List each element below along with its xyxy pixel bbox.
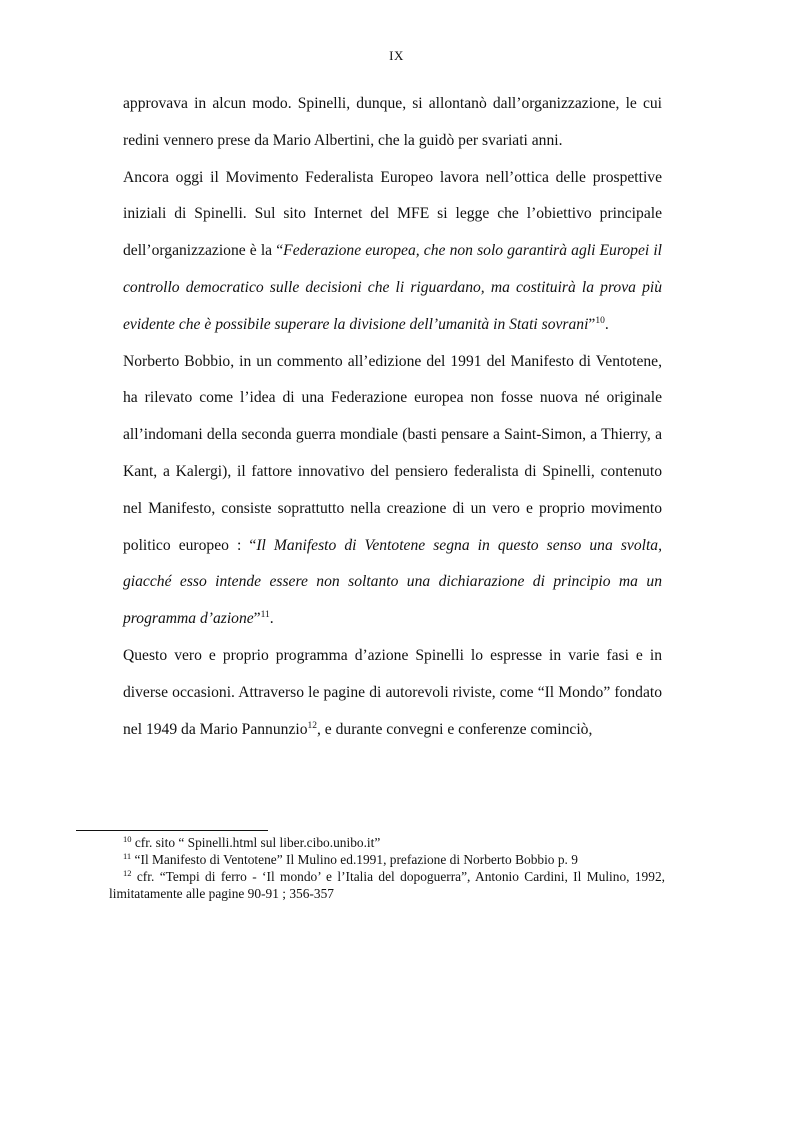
footnotes (109, 834, 665, 902)
footnote-separator (76, 830, 268, 831)
paragraph-text: . (604, 315, 609, 333)
footnote-reference-12: 12 (307, 720, 317, 731)
footnote-mark: 12 (123, 868, 132, 878)
footnote-text: cfr. sito “ Spinelli.html sul liber.cibo.unibo.it” (131, 835, 381, 850)
footnote-reference-11: 11 (260, 610, 270, 621)
paragraph-continuation (123, 86, 662, 160)
paragraph-mfe (123, 160, 662, 344)
footnote-reference-10: 10 (595, 315, 605, 326)
body-text (123, 86, 662, 748)
paragraph-text: Norberto Bobbio, in un commento all’edizione del 1991 del Manifesto di Ventotene, ha rilevato come l’idea di una Federazione europea non fosse nuova né originale all’indomani della seconda guerra mondiale (basti pensare a Saint-Simon, a Thierry, a Kant, a Kalergi), il fattore innovativo del pensiero federalista di Spinelli, contenuto nel Manifesto, consiste soprattutto nella creazione di un vero e proprio movimento politico europeo : “ (123, 352, 662, 554)
footnote-text: “Il Manifesto di Ventotene” Il Mulino ed.1991, prefazione di Norberto Bobbio p. 9 (131, 852, 578, 867)
footnote-mark: 11 (123, 851, 132, 861)
footnote-11 (109, 851, 665, 868)
paragraph-text: , e durante convegni e conferenze cominciò, (317, 720, 593, 738)
paragraph-programma (123, 638, 662, 748)
page-number: IX (389, 48, 404, 63)
quotation-mfe: Federazione europea, che non solo garantirà agli Europei il controllo democratico sulle decisioni che li riguardano, ma costituirà la prova più evidente che è possibile superare la divisione dell’umanità in Stati sovrani (123, 242, 662, 333)
paragraph-text: approvava in alcun modo. Spinelli, dunque, si allontanò dall’organizzazione, le cui redini vennero prese da Mario Albertini, che la guidò per svariati anni. (123, 95, 662, 149)
quotation-manifesto: Il Manifesto di Ventotene segna in questo senso una svolta, giacché esso intende essere non soltanto una dichiarazione di principio ma un programma d’azione (123, 536, 662, 628)
footnote-10 (109, 834, 665, 851)
paragraph-text: Questo vero e proprio programma d’azione Spinelli lo espresse in varie fasi e in diverse occasioni. Attraverso le pagine di autorevoli riviste, come “Il Mondo” fondato nel 1949 da Mario Pannunzio (123, 646, 662, 738)
paragraph-text: . (269, 610, 274, 628)
paragraph-text: Ancora oggi il Movimento Federalista Europeo lavora nell’ottica delle prospettive iniziali di Spinelli. Sul sito Internet del MFE si legge che l’obiettivo principale dell’organizzazione è la “ (123, 168, 662, 260)
footnote-mark: 10 (123, 834, 132, 844)
closing-quote: ” (253, 610, 261, 628)
closing-quote: ” (588, 315, 596, 333)
footnote-12 (109, 868, 665, 902)
paragraph-bobbio (123, 344, 662, 638)
footnote-text: cfr. “Tempi di ferro - ‘Il mondo’ e l’Italia del dopoguerra”, Antonio Cardini, Il Mulino, 1992, limitatamente alle pagine 90-91 ; 356-357 (109, 869, 665, 901)
